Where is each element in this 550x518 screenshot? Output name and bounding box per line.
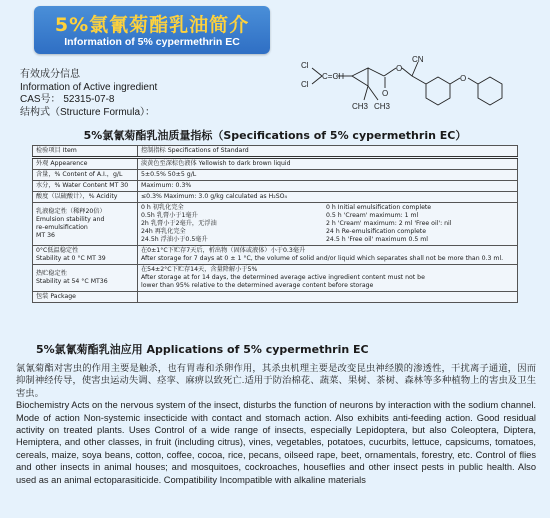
spec-value: 淡黄色至深棕色液体 Yellowish to dark brown liquid	[138, 158, 518, 170]
info-heading-en: Information of Active ingredient	[20, 81, 158, 93]
cold-line: 在0±1°C下贮存7天后，析出物（固体或液体）小于0.3毫升	[141, 247, 306, 254]
cold-stability-value	[138, 246, 518, 265]
title-chinese: 5%氯氰菊酯乳油简介	[54, 14, 250, 36]
formula-methyl-2: CH3	[374, 102, 391, 111]
formula-cl-bottom: Cl	[301, 80, 309, 89]
package-label: 包装 Package	[33, 292, 138, 303]
emulsion-en-line: 24.5 h 'Free oil' maximum 0.5 ml	[326, 236, 429, 243]
table-row	[33, 246, 518, 265]
cold-label-line: Stability at 0 °C MT 39	[36, 255, 106, 262]
emulsion-label-line: re-emulsification	[36, 224, 88, 231]
cold-stability-label	[33, 246, 138, 265]
spec-value: 控制指标 Specifications of Standard	[138, 146, 518, 158]
emulsion-en-line: 2 h 'Cream' maximum: 2 ml 'Free oil': nil	[326, 220, 452, 227]
applications-title: 5%氯氰菊酯乳油应用 Applications of 5% cypermethrin EC	[36, 343, 369, 356]
heat-stability-value	[138, 265, 518, 292]
emulsion-zh-line: 0.5h 乳膏小于1毫升	[141, 212, 198, 219]
formula-methyl-1: CH3	[352, 102, 369, 111]
table-row	[33, 146, 518, 158]
spec-value: ≤0.3% Maximum: 3.0 g/kg calculated as H₂SO₄	[138, 192, 518, 203]
emulsion-en-line: 24 h Re-emulsification complete	[326, 228, 427, 235]
table-row	[33, 203, 518, 246]
applications-en: Biochemistry Acts on the nervous system of the insect, disturbs the function of neurons by interaction with the sodium channel. Mode of action Non-systemic insecticide with contact and stomach action. Also exhibits anti-feeding action. Good residual activity on treated plants. Uses Control of a wide range of insects, especially Lepidoptera, but also Coleoptera, Diptera, Hemiptera, and other classes, in fruit (including citrus), vines, vegetables, potatoes, cucurbits, lettuce, capsicums, tomatoes, cereals, maize, soya beans, cotton, coffee, cocoa, rice, pecans, oilseed rape, beet, ornamentals, forestry, etc. Control of flies and other insects in animal houses; and mosquitoes, cockroaches, houseflies and other insect pests in public health. Also used as an animal ectoparasiticide. Compatibility Incompatible with alkaline materials	[16, 400, 536, 485]
emulsion-label-line: Emulsion stability and	[36, 216, 105, 223]
formula-oxygen-carbonyl: O	[382, 89, 389, 98]
heat-line: After storage at for 14 days, the determined average active ingredient content must not be	[141, 274, 425, 281]
formula-ch: C=CH	[322, 72, 345, 81]
table-row	[33, 265, 518, 292]
structure-label: 结构式（Structure Formula）：	[20, 106, 156, 118]
title-banner	[34, 6, 270, 54]
package-value	[138, 292, 518, 303]
structure-formula-diagram	[298, 54, 528, 122]
cold-label-line: 0°C低温稳定性	[36, 247, 79, 254]
heat-line: 在54±2°C下贮存14天，含量降解小于5%	[141, 266, 258, 273]
spec-label: 外观 Appearence	[33, 158, 138, 170]
info-heading-zh: 有效成分信息	[20, 69, 80, 80]
heat-line: lower than 95% relative to the determined average content before storage	[141, 282, 374, 289]
active-ingredient-info	[20, 69, 157, 119]
formula-oxygen-ester: O	[396, 64, 403, 73]
applications-zh: 氯氰菊酯对害虫的作用主要是触杀，也有胃毒和杀卵作用，其杀虫机理主要是改变昆虫神经膜的渗透性，干扰离子通道，因而抑制神经传导，使害虫运动失调、痉挛、麻痹以致死亡.适用于防治棉花、蔬菜、果树、茶树、森林等多种植物上的害虫及卫生害虫。	[16, 363, 536, 398]
title-english: Information of 5% cypermethrin EC	[64, 36, 240, 48]
cold-line: After storage for 7 days at 0 ± 1 °C, the volume of solid and/or liquid which separates shall not be more than 0.3 ml.	[141, 255, 504, 262]
table-row	[33, 158, 518, 170]
spec-label: 检验项目 Item	[33, 146, 138, 158]
spec-table	[32, 145, 518, 303]
emulsion-en-line: 0 h Initial emulsification complete	[326, 204, 432, 211]
table-row	[33, 170, 518, 181]
emulsion-zh-line: 0 h 初乳化完全	[141, 204, 184, 211]
spec-label: 酸度（以硫酸计），% Acidity	[33, 192, 138, 203]
table-row	[33, 292, 518, 303]
emulsion-zh-line: 24h 再乳化完全	[141, 228, 186, 235]
formula-cl-top: Cl	[301, 61, 309, 70]
applications-text	[16, 362, 536, 486]
heat-label-line: 热贮稳定性	[36, 270, 67, 277]
table-row	[33, 181, 518, 192]
spec-label: 水分，% Water Content MT 30	[33, 181, 138, 192]
formula-oxygen-ether: O	[460, 74, 467, 83]
emulsion-value	[138, 203, 518, 246]
cas-number: CAS号： 52315-07-8	[20, 94, 115, 105]
emulsion-zh-line: 24.5h 浮油小于0.5毫升	[141, 236, 208, 243]
heat-stability-label	[33, 265, 138, 292]
emulsion-label	[33, 203, 138, 246]
emulsion-label-line: 乳液稳定性（稀释20倍）	[36, 208, 106, 215]
spec-value: 5±0.5% 50±5 g/L	[138, 170, 518, 181]
spec-value: Maximum: 0.3%	[138, 181, 518, 192]
spec-title: 5%氯氰菊酯乳油质量指标（Specifications of 5% cypermethrin EC）	[83, 129, 467, 142]
spec-label: 含量，% Content of A.I.，g/L	[33, 170, 138, 181]
table-row	[33, 192, 518, 203]
formula-cn: CN	[412, 55, 424, 64]
heat-label-line: Stability at 54 °C MT36	[36, 278, 108, 285]
emulsion-zh-line: 2h 乳膏小于2毫升，无浮油	[141, 220, 217, 227]
emulsion-label-line: MT 36	[36, 232, 55, 239]
emulsion-en-line: 0.5 h 'Cream' maximum: 1 ml	[326, 212, 419, 219]
